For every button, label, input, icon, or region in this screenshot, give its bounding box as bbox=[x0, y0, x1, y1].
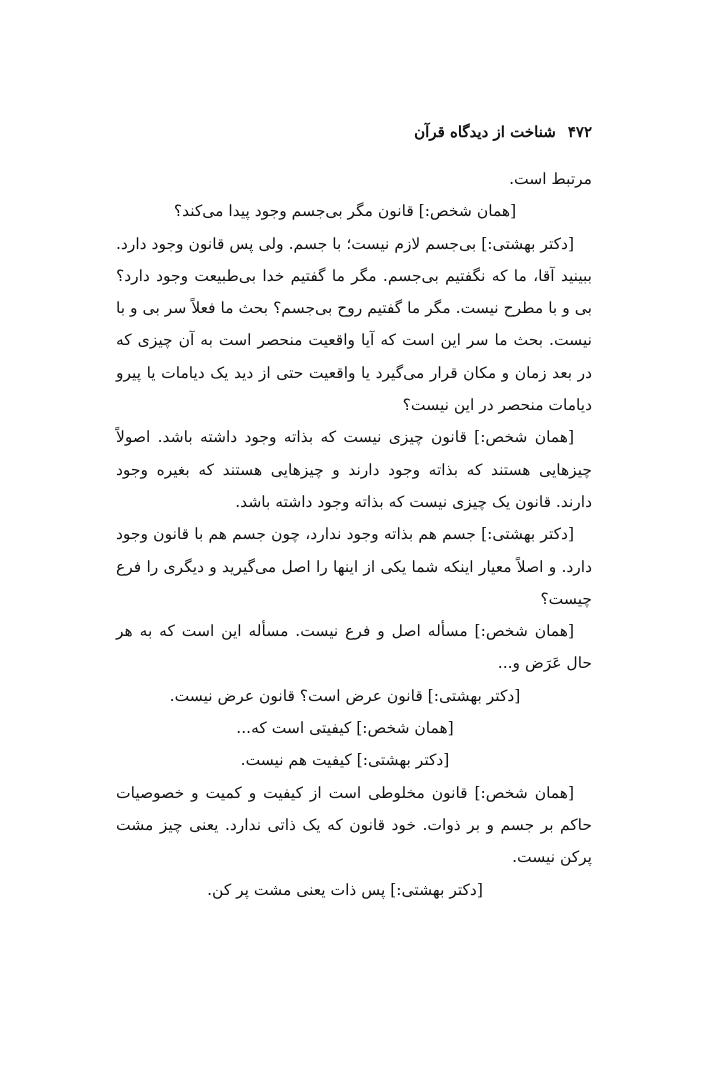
paragraph: [دکتر بهشتی:] قانون عرض است؟ قانون عرض نیست. bbox=[169, 686, 521, 705]
paragraph: [همان شخص:] قانون مگر بی‌جسم وجود پیدا می‌کند؟ bbox=[173, 202, 517, 221]
paragraph: [همان شخص:] قانون مخلوطی است از کیفیت و کمیت و خصوصیات حاکم بر جسم و بر ذوات. خود قانون که یک ذاتی ندارد. یعنی چیز مشت پرکن نیست. bbox=[116, 783, 592, 867]
paragraph: [دکتر بهشتی:] بی‌جسم لازم نیست؛ با جسم. ولی پس قانون وجود دارد. ببینید آقا، ما که نگفتیم بی‌جسم. مگر ما گفتیم خدا بی‌طبیعت وجود دارد؟ بی و با مطرح نیست. مگر ما گفتیم روح بی‌جسم؟ بحث ما فعلاً سر بی و با نیست. بحث ما سر این است که آیا واقعیت منحصر است به آن چیزی که در بعد زمان و مکان قرار می‌گیرد یا واقعیت حتی از دید یک دیامات یا پیرو دیامات منحصر در این نیست؟ bbox=[116, 234, 592, 415]
paragraph: [همان شخص:] مسأله اصل و فرع نیست. مسأله این است که به هر حال عَرَض و... bbox=[116, 622, 592, 673]
paragraph: [دکتر بهشتی:] کیفیت هم نیست. bbox=[240, 751, 450, 770]
page-number: ۴۷۲ bbox=[567, 123, 592, 141]
paragraph: [همان شخص:] قانون چیزی نیست که بذاته وجود داشته باشد. اصولاً چیزهایی هستند که بذاته وجود دارند و چیزهایی هستند که بغیره وجود دارند. قانون یک چیزی نیست که بذاته وجود داشته باشد. bbox=[116, 428, 592, 511]
page-body bbox=[116, 163, 592, 906]
paragraph: [همان شخص:] کیفیتی است که... bbox=[236, 719, 454, 738]
paragraph: [دکتر بهشتی:] جسم هم بذاته وجود ندارد، چون جسم هم با قانون وجود دارد. و اصلاً معیار اینکه شما یکی از اینها را اصل می‌گیرید و دیگری را فرع چیست؟ bbox=[116, 525, 592, 608]
running-title: شناخت از دیدگاه قرآن bbox=[414, 123, 556, 141]
paragraph: [دکتر بهشتی:] پس ذات یعنی مشت پر کن. bbox=[207, 880, 483, 899]
paragraph-continuation: مرتبط است. bbox=[509, 170, 592, 188]
running-header bbox=[116, 118, 592, 146]
